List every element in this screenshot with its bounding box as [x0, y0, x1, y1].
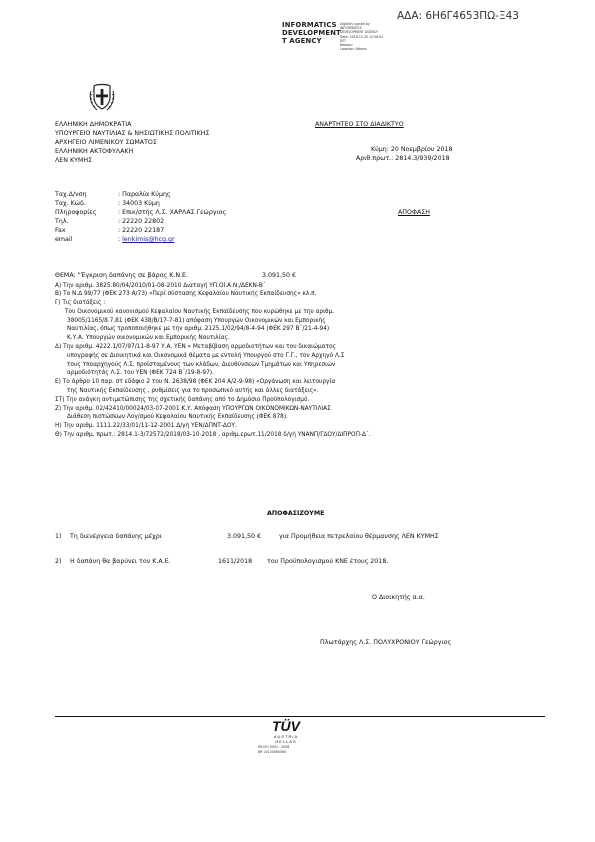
signature-stamp-line: Digitally signed by: [340, 22, 370, 26]
signature-stamp-line: DEVELOPMENT AGENCY: [340, 30, 378, 35]
decision-1-amount: 3.091,50 €: [227, 533, 262, 540]
decision-2-text: Η δαπάνη θα βαρύνει τον Κ.Α.Ε.: [70, 558, 171, 565]
signature-stamp-line: Reason:: [340, 43, 353, 48]
tuv-cert-line: NR 20100080066: [258, 749, 286, 754]
consideration-line: ΣΤ) Την ανάγκη αντιμετώπισης της σχετικής δαπάνης από το Δημόσιο Προϋπολογισμό.: [55, 396, 310, 403]
decision-2-rest: του Προϋπολογισμού ΚΝΕ έτους 2018.: [267, 558, 389, 565]
consideration-line: Α) Την αριθμ. 3825.80/04/2010/01-08-2010 Διαταγή ΥΠ.ΟΙ.Α.Ν./ΔΕΚΝ-Β΄: [55, 282, 266, 289]
greek-coat-of-arms-icon: [87, 83, 117, 113]
consideration-line: αρμοδιότητάς Λ.Σ. του ΥΕΝ (ΦΕΚ 724 Β΄/19-8-97).: [67, 370, 214, 377]
document-date: Κύμη: 20 Νοεμβρίου 2018: [371, 146, 453, 153]
decide-heading: ΑΠΟΦΑΣΙΖΟΥΜΕ: [267, 510, 325, 517]
contact-label: Fax: [55, 227, 66, 234]
signature-stamp-line: Date: 2018.11.20 12:56:02: [340, 34, 384, 39]
email-link[interactable]: lenkimis@hcg.gr: [122, 236, 175, 243]
org-line: ΑΡΧΗΓΕΙΟ ΛΙΜΕΝΙΚΟΥ ΣΩΜΑΤΟΣ: [55, 139, 157, 146]
subject-label: ΘΕΜΑ: "Έγκριση δαπάνης σε βάρος Κ.Ν.Ε.: [55, 272, 189, 279]
tuv-logo-title: TÜV: [272, 718, 300, 734]
org-line: ΛΕΝ ΚΥΜΗΣ: [55, 157, 93, 164]
posted-online-label: ΑΝΑΡΤΗΤΕΟ ΣΤΟ ΔΙΑΔΙΚΤΥΟ: [315, 121, 404, 128]
signatory-role: Ο Διοικητής α.α.: [372, 594, 425, 601]
contact-label: email: [55, 236, 73, 243]
contact-value: : 22220 22802: [118, 218, 165, 225]
tuv-logo-subtitle: AUSTRIA: [273, 734, 299, 739]
ida-logo-line: DEVELOPMENT: [282, 28, 341, 37]
consideration-line: 38005/1165/8.7.81 (ΦΕΚ 438/Β/17-7-81) απόφαση Υπουργών Οικονομικών και Εμπορικής: [67, 317, 326, 324]
consideration-line: της Ναυτικής Εκπαίδευσης , ρυθμίσεις για το προσωπικό αυτής και άλλες διατάξεις».: [67, 388, 319, 395]
consideration-line: Ε) Το άρθρο 10 παρ. στ εδάφιο 2 του Ν. 2638/98 (ΦΕΚ 204 Α/2-9-98) «Οργάνωση και λειτουργία: [55, 379, 336, 386]
tuv-certification-text: [258, 745, 289, 754]
contact-email-row: [118, 235, 226, 244]
footer-divider: [55, 716, 545, 717]
contact-value: : 34003 Κύμη: [118, 200, 160, 207]
consideration-line: Β) Το Ν.Δ 99/77 (ΦΕΚ 273 Α/73) «Περί σύστασης Κεφαλαίου Ναυτικής Εκπαίδευσης» κλ.π.: [55, 291, 317, 298]
ida-logo-text: [282, 22, 341, 45]
contact-labels: [55, 190, 97, 244]
consideration-line: Ζ) Την αριθμ. 02/42410/00024/03-07-2001 Κ.Υ. Απόφαση ΥΠΟΥΡΓΩΝ ΟΙΚΟΝΟΜΙΚΩΝ-ΝΑΥΤΙΛΙΑΣ: [55, 405, 331, 412]
decision-1-text: Τη διενέργεια δαπάνης μέχρι: [70, 533, 162, 540]
consideration-line: Θ) Την αριθμ. πρωτ.: 2814.1-3/72572/2018/03-10-2018 , αριθμ.ερωτ.11/2018 δ/γή ΥΝΑΝΠ/ΓΔΟΥ/ΔΙΠΡΟΠ-Δ΄.: [55, 432, 371, 439]
contact-values: [118, 190, 226, 244]
consideration-line: Διάθεση πιστώσεων Λογ/σμού Κεφαλαίου Ναυτικής Εκπαίδευσης (ΦΕΚ 878).: [67, 414, 288, 421]
consideration-line: Δ) Την αριθμ. 4222.1/07/97/11-8-97 Υ.Α. ΥΕΝ « Μεταβίβαση αρμοδιοτήτων και του δικαιώματος: [55, 344, 336, 351]
consideration-line: Η) Την αριθμ. 1111.22/33/01/11-12-2001 Δ/γή ΥΕΝ/ΔΠΝΤ-ΔΟΥ.: [55, 423, 237, 430]
decision-heading: ΑΠΟΦΑΣΗ: [398, 209, 430, 216]
tuv-cert-line: EN ISO 9001 : 2008: [258, 745, 290, 749]
decision-2-number: 2): [55, 558, 62, 565]
consideration-line: Γ) Τις διατάξεις :: [55, 300, 106, 307]
org-line: ΥΠΟΥΡΓΕΙΟ ΝΑΥΤΙΛΙΑΣ & ΝΗΣΙΩΤΙΚΗΣ ΠΟΛΙΤΙΚΗΣ: [55, 130, 210, 137]
signatory-name: Πλωτάρχης Λ.Σ. ΠΟΛΥΧΡΟΝΙΟΥ Γεώργιος: [320, 639, 452, 646]
consideration-line: τους Υποαρχηγούς Λ.Σ, προϊσταμένους των κλάδων, Διευθύνσεων Τμημάτων και Υπηρεσιών: [67, 361, 336, 368]
tuv-austria-logo: [262, 718, 310, 746]
contact-label: Τηλ.: [55, 218, 69, 225]
contact-label: Ταχ. Κώδ.: [55, 200, 86, 207]
ida-logo-line: INFORMATICS: [282, 21, 337, 29]
contact-label: Ταχ.Δ/νση: [55, 191, 87, 198]
digital-signature-stamp: [340, 22, 383, 51]
consideration-line: Ναυτιλίας, όπως τροποποιήθηκε με την αριθμ. 2125.1/02/94/8-4-94 (ΦΕΚ 297 Β΄/21-4-94): [67, 326, 330, 333]
subject-amount: 3.091,50 €: [262, 272, 297, 279]
signature-stamp-line: Location: Athens: [340, 47, 367, 52]
org-line: ΕΛΛΗΝΙΚΗ ΔΗΜΟΚΡΑΤΙΑ: [55, 121, 132, 128]
signature-stamp-line: INFORMATICS: [340, 26, 362, 31]
considerations-list: [55, 281, 371, 439]
signature-stamp-line: EET: [340, 38, 346, 43]
decision-2-amount: 1611/2018: [218, 558, 253, 565]
decision-1-rest: για Προμήθεια πετρελαίου θέρμανσης ΛΕΝ ΚΥΜΗΣ: [279, 533, 439, 540]
contact-value: : 22220 22187: [118, 227, 165, 234]
consideration-line: Του Οικονομικού κανονισμού Κεφαλαίου Ναυτικής Εκπαίδευσης που κυρώθηκε με την αριθμ.: [65, 308, 335, 315]
contact-value: : Επικ/στής Λ.Σ. ΧΑΡΛΑΣ Γεώργιος: [118, 209, 227, 216]
decision-1-number: 1): [55, 533, 62, 540]
consideration-line: υπογραφής σε Διοικητικά και Οικονομικά θέματα με εντολή Υπουργού στο Γ.Γ., τον Αρχηγό Λ.Σ: [67, 352, 345, 359]
ida-logo-line: T AGENCY: [282, 36, 322, 45]
organisation-block: [55, 120, 209, 165]
tuv-logo-subtitle: HELLAS: [275, 739, 297, 744]
ada-code: ΑΔΑ: 6Η6Γ4653ΠΩ-Ξ43: [397, 10, 519, 22]
protocol-number: Αριθ.πρωτ.: 2814.3/939/2018: [356, 155, 450, 162]
contact-value: : Παραλία Κύμης: [118, 191, 171, 198]
contact-label: Πληροφορίες: [55, 209, 97, 216]
consideration-line: Κ.Υ.Α. Υπουργών οικονομικών και Εμπορικής Ναυτιλίας.: [67, 335, 230, 342]
org-line: ΕΛΛΗΝΙΚΗ ΑΚΤΟΦΥΛΑΚΗ: [55, 148, 134, 155]
email-prefix: :: [118, 236, 123, 243]
